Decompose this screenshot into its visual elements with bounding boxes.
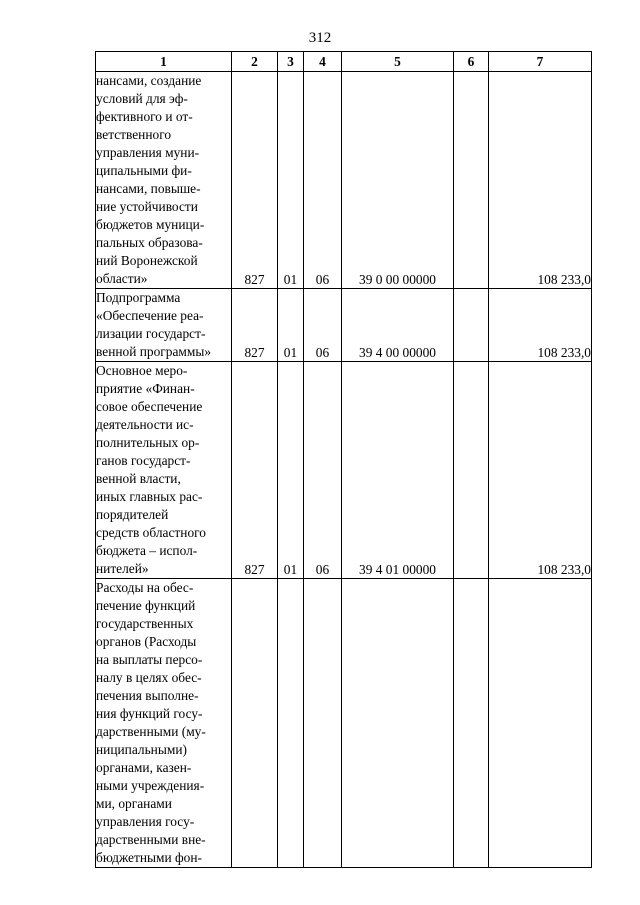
cell-section-code: 01 [278, 289, 304, 362]
table-row [96, 72, 592, 289]
cell-amount: 108 233,0 [489, 289, 592, 362]
cell-section-code: 01 [278, 362, 304, 579]
row-description: Подпрограмма «Обеспечение реа- лизации государст- венной программы» [96, 289, 232, 362]
cell-expense-type [454, 289, 489, 362]
header-col-2: 2 [232, 52, 278, 72]
header-col-3: 3 [278, 52, 304, 72]
cell-ministry-code [232, 579, 278, 868]
cell-target-article: 39 4 01 00000 [342, 362, 454, 579]
row-description: Расходы на обес- печение функций государственных органов (Расходы на выплаты персо- налу в целях обес- печения выполне- ния функций госу- дарственными (му- ниципальными) органами, казен- ными учреждения- ми, органами управления госу- дарственными вне- бюджетными фон- [96, 579, 232, 868]
header-row [96, 52, 592, 72]
cell-expense-type [454, 362, 489, 579]
cell-subsection-code: 06 [304, 362, 342, 579]
cell-expense-type [454, 579, 489, 868]
table-row [96, 579, 592, 868]
cell-amount: 108 233,0 [489, 362, 592, 579]
cell-amount [489, 579, 592, 868]
table-row [96, 289, 592, 362]
cell-subsection-code [304, 579, 342, 868]
header-col-1: 1 [96, 52, 232, 72]
cell-expense-type [454, 72, 489, 289]
header-col-4: 4 [304, 52, 342, 72]
header-col-5: 5 [342, 52, 454, 72]
header-col-7: 7 [489, 52, 592, 72]
cell-subsection-code: 06 [304, 72, 342, 289]
header-col-6: 6 [454, 52, 489, 72]
cell-amount: 108 233,0 [489, 72, 592, 289]
cell-target-article: 39 4 00 00000 [342, 289, 454, 362]
cell-target-article: 39 0 00 00000 [342, 72, 454, 289]
row-description: Основное меро- приятие «Финан- совое обеспечение деятельности ис- полнительных ор- ганов государст- венной власти, иных главных рас- порядителей средств областного бюджета – испол- нителей» [96, 362, 232, 579]
cell-ministry-code: 827 [232, 362, 278, 579]
cell-section-code: 01 [278, 72, 304, 289]
budget-table [95, 51, 592, 868]
cell-ministry-code: 827 [232, 289, 278, 362]
cell-target-article [342, 579, 454, 868]
cell-section-code [278, 579, 304, 868]
page-number: 312 [308, 30, 332, 46]
cell-ministry-code: 827 [232, 72, 278, 289]
row-description: нансами, создание условий для эф- фективного и от- ветственного управления муни- ципальными фи- нансами, повыше- ние устойчивости бюджетов муници- пальных образова- ний Воронежской области» [96, 72, 232, 289]
cell-subsection-code: 06 [304, 289, 342, 362]
table-row [96, 362, 592, 579]
